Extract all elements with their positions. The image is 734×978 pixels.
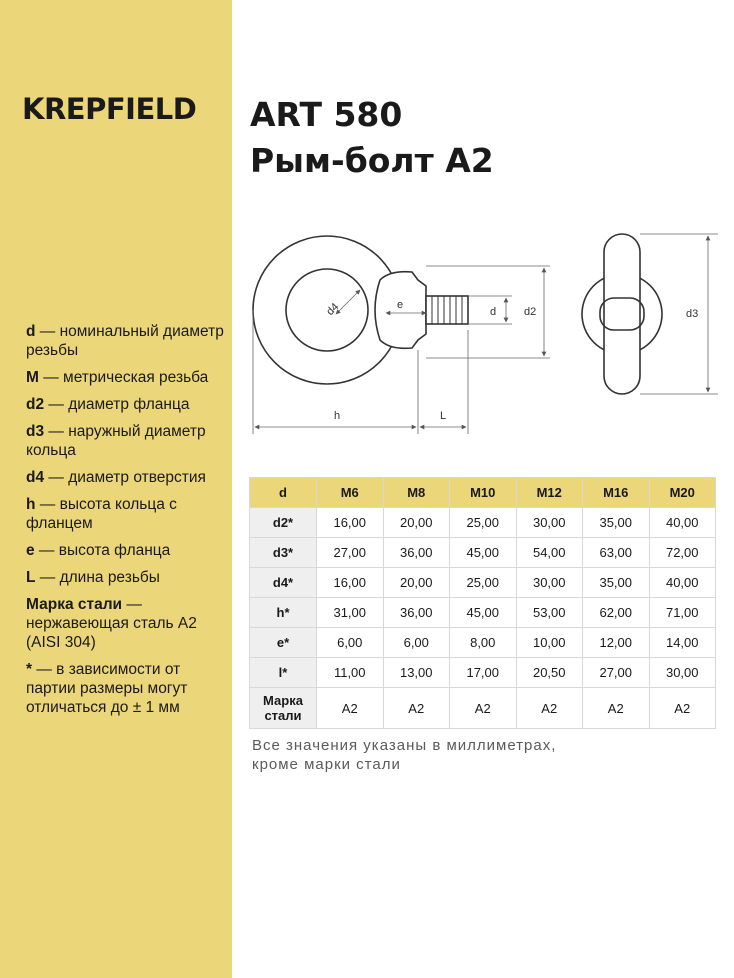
header-cell: M6 [317,478,384,508]
table-row [250,538,716,568]
legend-item: e — высота фланца [26,542,171,559]
table-cell: 6,00 [317,628,384,658]
row-label: d4* [250,568,317,598]
table-cell: А2 [317,688,384,729]
table-cell: А2 [450,688,517,729]
table-cell: 40,00 [649,568,716,598]
table-cell: 63,00 [583,538,650,568]
table-cell: 14,00 [649,628,716,658]
header-cell: M8 [383,478,450,508]
table-cell: 25,00 [450,568,517,598]
table-cell: 17,00 [450,658,517,688]
legend-item: h — высота кольца с фланцем [26,496,177,532]
table-row [250,628,716,658]
label-d3: d3 [686,308,699,320]
table-cell: 62,00 [583,598,650,628]
table-cell: 20,00 [383,508,450,538]
legend-item: * — в зависимости от партии размеры могут отличаться до ± 1 мм [26,661,188,716]
label-h: h [334,410,341,422]
brand-logo: KREPFIELD [22,92,197,126]
row-label: d2* [250,508,317,538]
table-cell: 13,00 [383,658,450,688]
legend-item: d4 — диаметр отверстия [26,469,206,486]
legend-item: d3 — наружный диаметр кольца [26,423,206,459]
label-e: e [397,299,404,311]
table-cell: 40,00 [649,508,716,538]
table-row [250,688,716,729]
table-cell: 27,00 [583,658,650,688]
units-note [252,736,692,774]
table-cell: 10,00 [516,628,583,658]
title-line-2: Рым-болт А2 [250,141,494,180]
table-row [250,508,716,538]
table-cell: 30,00 [649,658,716,688]
table-cell: А2 [383,688,450,729]
legend [26,322,226,725]
table-cell: 11,00 [317,658,384,688]
table-row [250,658,716,688]
table-cell: 25,00 [450,508,517,538]
table-cell: 16,00 [317,568,384,598]
table-cell: 35,00 [583,508,650,538]
table-cell: 30,00 [516,568,583,598]
row-label: e* [250,628,317,658]
title-line-1: ART 580 [250,95,403,134]
spec-table [249,477,716,729]
table-cell: 20,50 [516,658,583,688]
table-cell: 72,00 [649,538,716,568]
label-L: L [440,410,447,422]
legend-item: d2 — диаметр фланца [26,396,190,413]
table-cell: 35,00 [583,568,650,598]
row-label-line: Марка [263,693,303,708]
table-cell: 36,00 [383,598,450,628]
row-label: d3* [250,538,317,568]
table-row [250,598,716,628]
table-cell: А2 [516,688,583,729]
table-cell: 30,00 [516,508,583,538]
table-cell: 31,00 [317,598,384,628]
row-label [250,688,317,729]
table-row [250,568,716,598]
header-cell: M12 [516,478,583,508]
legend-item: Марка стали — нержавеющая сталь А2 (AISI 304) [26,596,197,651]
header-cell: M20 [649,478,716,508]
header-cell: d [250,478,317,508]
table-cell: 45,00 [450,598,517,628]
table-cell: А2 [649,688,716,729]
label-d: d [490,306,497,318]
table-cell: А2 [583,688,650,729]
table-cell: 71,00 [649,598,716,628]
legend-item: d — номинальный диаметр резьбы [26,323,224,359]
note-line: Все значения указаны в миллиметрах, [252,737,557,754]
table-header-row [250,478,716,508]
legend-item: M — метрическая резьба [26,369,209,386]
header-cell: M10 [450,478,517,508]
row-label: h* [250,598,317,628]
label-d4: d4 [324,300,342,319]
header-cell: M16 [583,478,650,508]
table-cell: 8,00 [450,628,517,658]
table-cell: 12,00 [583,628,650,658]
note-line: кроме марки стали [252,756,401,773]
table-cell: 45,00 [450,538,517,568]
table-cell: 54,00 [516,538,583,568]
row-label: l* [250,658,317,688]
table-cell: 20,00 [383,568,450,598]
table-cell: 16,00 [317,508,384,538]
label-d2: d2 [524,306,537,318]
table-cell: 6,00 [383,628,450,658]
yellow-sidebar [0,0,232,978]
eye-bolt-diagram [240,220,720,440]
page-title [250,92,494,184]
table-cell: 36,00 [383,538,450,568]
legend-item: L — длина резьбы [26,569,160,586]
table-cell: 53,00 [516,598,583,628]
row-label-line: стали [264,708,302,723]
side-ring [604,234,640,394]
table-cell: 27,00 [317,538,384,568]
